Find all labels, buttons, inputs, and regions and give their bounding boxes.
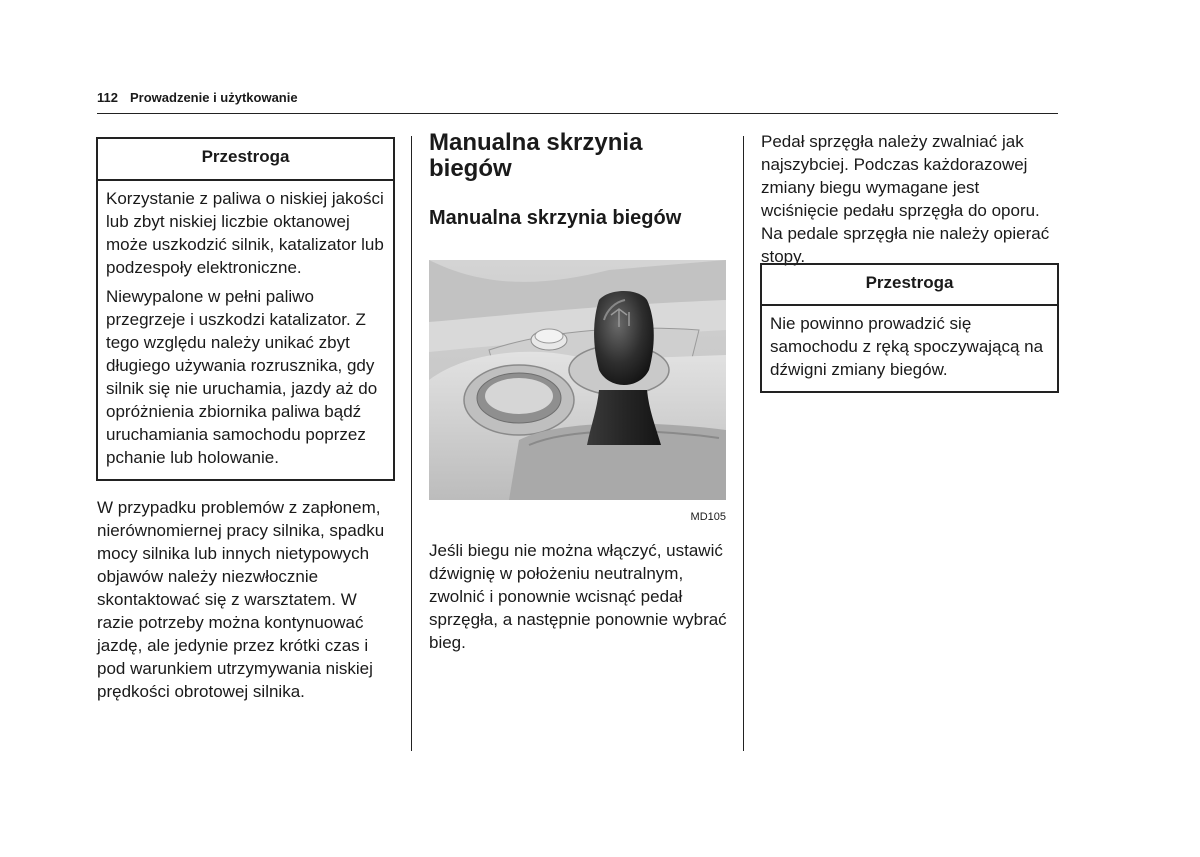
chapter-heading: Manualna skrzynia biegów xyxy=(429,129,643,182)
header-rule xyxy=(97,113,1058,114)
warning-paragraph-2: Niewypalone w pełni paliwo przegrzeje i uszkodzi katalizator. Z tego względu należy unikać zbyt długiego używania rozrusznika, gdy silnik się nie uruchamia, jazdy aż do opróżnienia zbiornika paliwa bądź uruchamiania samochodu poprzez pchanie lub holowanie. xyxy=(106,287,378,467)
figure-caption: MD105 xyxy=(690,511,726,523)
section-title: Prowadzenie i użytkowanie xyxy=(129,90,298,105)
warning-box-hand xyxy=(760,263,1059,393)
warning-paragraph-1: Korzystanie z paliwa o niskiej jakości lub zbyt niskiej liczbie oktanowej może uszkodzić silnik, katalizator lub podzespoły elektroniczne. xyxy=(106,189,384,277)
page-number: 112 xyxy=(97,90,118,105)
body-text-ignition: W przypadku problemów z zapłonem, nierównomiernej pracy silnika, spadku mocy silnika lub innych nietypowych objawów należy niezwłocznie skontaktować się z warsztatem. W razie potrzeby można kontynuować jazdę, ale jedynie przez krótki czas i pod warunkiem utrzymywania niskiej prędkości obrotowej silnika. xyxy=(97,498,385,701)
warning-body xyxy=(98,181,393,469)
body-text-clutch: Pedał sprzęgła należy zwalniać jak najszybciej. Podczas każdorazowej zmiany biegu wymagane jest wciśnięcie pedału sprzęgła do oporu. Na pedale sprzęgła nie należy opierać stopy. xyxy=(761,132,1050,266)
gear-shift-illustration xyxy=(429,260,726,500)
warning-title: Przestroga xyxy=(98,139,393,181)
warning-title: Przestroga xyxy=(762,265,1057,306)
section-heading: Manualna skrzynia biegów xyxy=(429,207,682,229)
page-header xyxy=(97,90,298,105)
warning-paragraph: Nie powinno prowadzić się samochodu z ręką spoczywającą na dźwigni zmiany biegów. xyxy=(770,314,1044,379)
body-text-neutral: Jeśli biegu nie można włączyć, ustawić dźwignię w położeniu neutralnym, zwolnić i ponownie wcisnąć pedał sprzęgła, a następnie ponownie wybrać bieg. xyxy=(429,541,727,652)
warning-box-fuel xyxy=(96,137,395,481)
column-divider-1 xyxy=(411,136,412,751)
warning-body xyxy=(762,306,1057,381)
column-divider-2 xyxy=(743,136,744,751)
